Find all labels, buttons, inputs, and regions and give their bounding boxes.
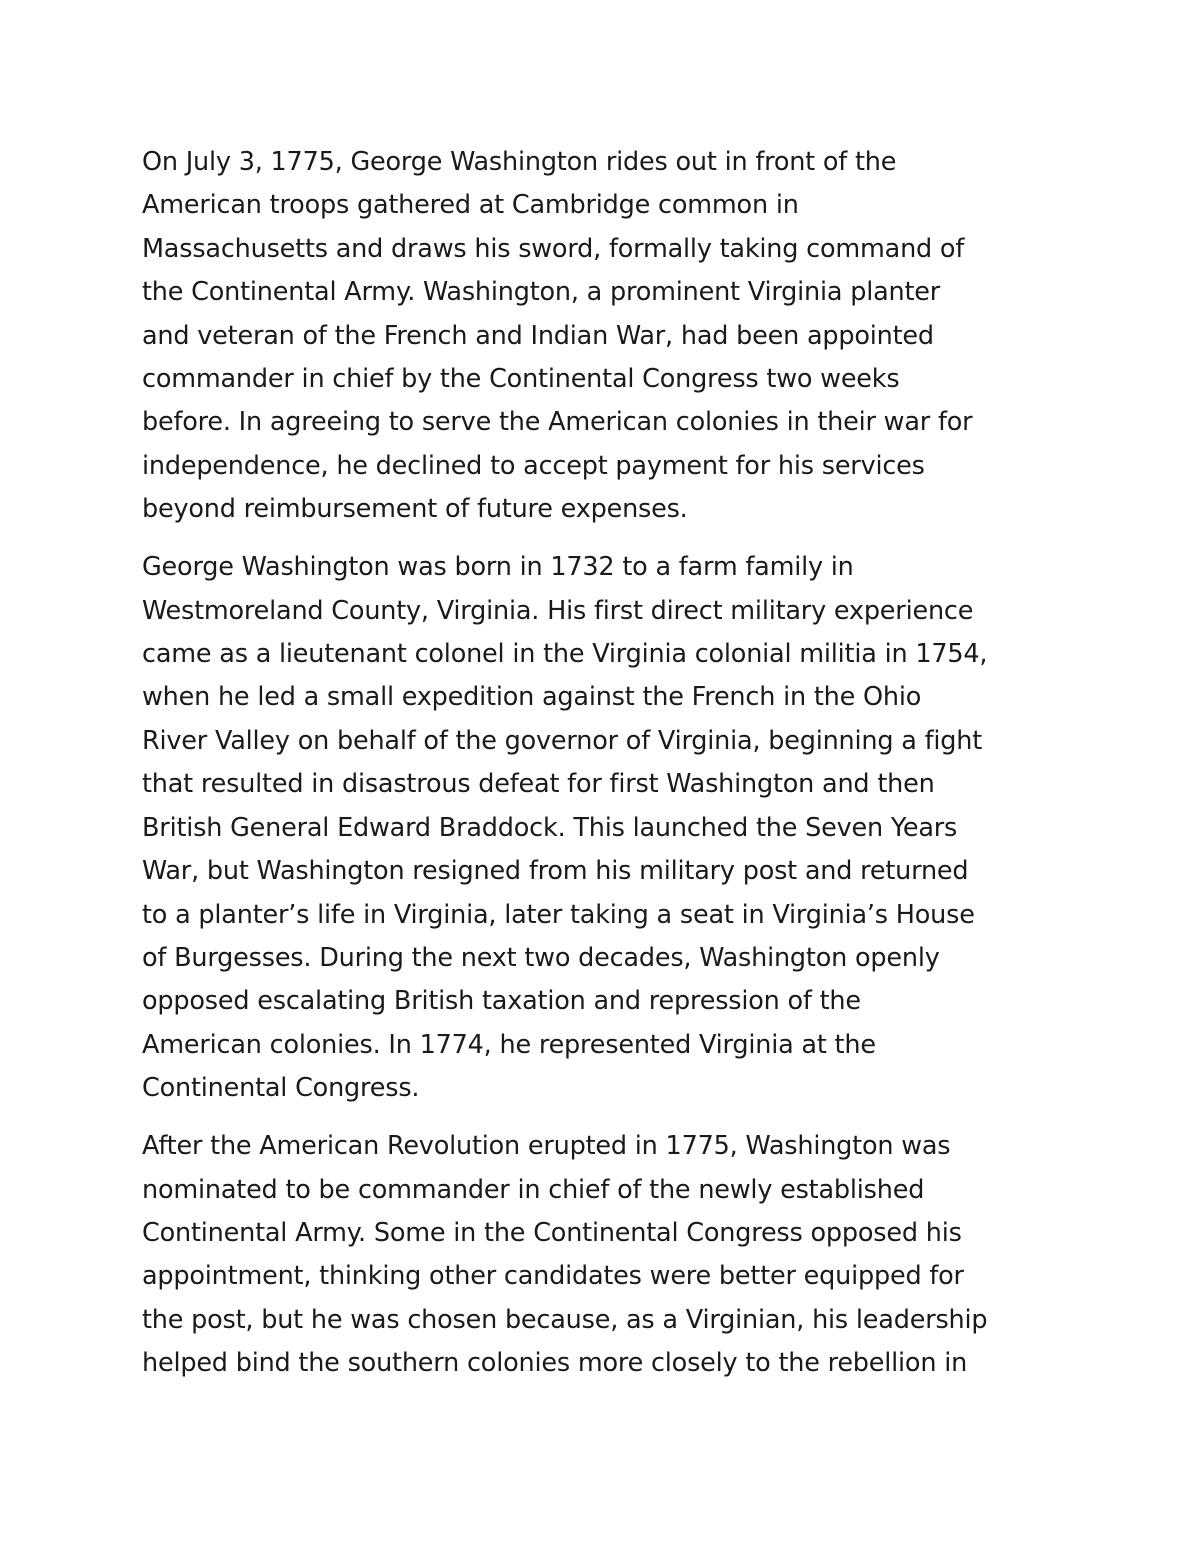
text-line: British General Edward Braddock. This launched the Seven Years — [142, 812, 958, 843]
text-line: commander in chief by the Continental Congress two weeks — [142, 364, 900, 395]
paragraph-3 — [142, 1125, 1062, 1385]
text-line: helped bind the southern colonies more closely to the rebellion in — [142, 1348, 968, 1379]
text-line: of Burgesses. During the next two decades, Washington openly — [142, 942, 940, 973]
text-line: appointment, thinking other candidates were better equipped for — [142, 1261, 964, 1292]
text-line: Westmoreland County, Virginia. His first direct military experience — [142, 595, 974, 626]
text-line: American troops gathered at Cambridge common in — [142, 190, 799, 221]
text-line: River Valley on behalf of the governor of Virginia, beginning a fight — [142, 725, 983, 756]
text-line: Massachusetts and draws his sword, formally taking command of — [142, 233, 965, 264]
text-line: the Continental Army. Washington, a prominent Virginia planter — [142, 277, 941, 308]
paragraph-1 — [142, 141, 1062, 532]
text-line: came as a lieutenant colonel in the Virginia colonial militia in 1754, — [142, 639, 988, 670]
text-line: beyond reimbursement of future expenses. — [142, 494, 688, 525]
text-line: and veteran of the French and Indian War, had been appointed — [142, 320, 934, 351]
text-line: War, but Washington resigned from his military post and returned — [142, 856, 969, 887]
text-line: that resulted in disastrous defeat for first Washington and then — [142, 769, 935, 800]
text-line: independence, he declined to accept payment for his services — [142, 450, 925, 481]
text-line: to a planter’s life in Virginia, later taking a seat in Virginia’s House — [142, 899, 975, 930]
text-line: After the American Revolution erupted in 1775, Washington was — [142, 1131, 951, 1162]
text-line: Continental Army. Some in the Continental Congress opposed his — [142, 1217, 962, 1248]
text-line: American colonies. In 1774, he represented Virginia at the — [142, 1029, 876, 1060]
text-line: when he led a small expedition against the French in the Ohio — [142, 682, 922, 713]
text-line: Continental Congress. — [142, 1073, 420, 1104]
text-line: opposed escalating British taxation and repression of the — [142, 986, 861, 1017]
text-line: nominated to be commander in chief of the newly established — [142, 1174, 925, 1205]
text-line: George Washington was born in 1732 to a farm family in — [142, 552, 854, 583]
text-line: the post, but he was chosen because, as a Virginian, his leadership — [142, 1304, 988, 1335]
text-line: On July 3, 1775, George Washington rides out in front of the — [142, 147, 897, 177]
paragraph-2 — [142, 546, 1062, 1110]
document-page — [142, 141, 1062, 1400]
text-line: before. In agreeing to serve the American colonies in their war for — [142, 407, 973, 438]
